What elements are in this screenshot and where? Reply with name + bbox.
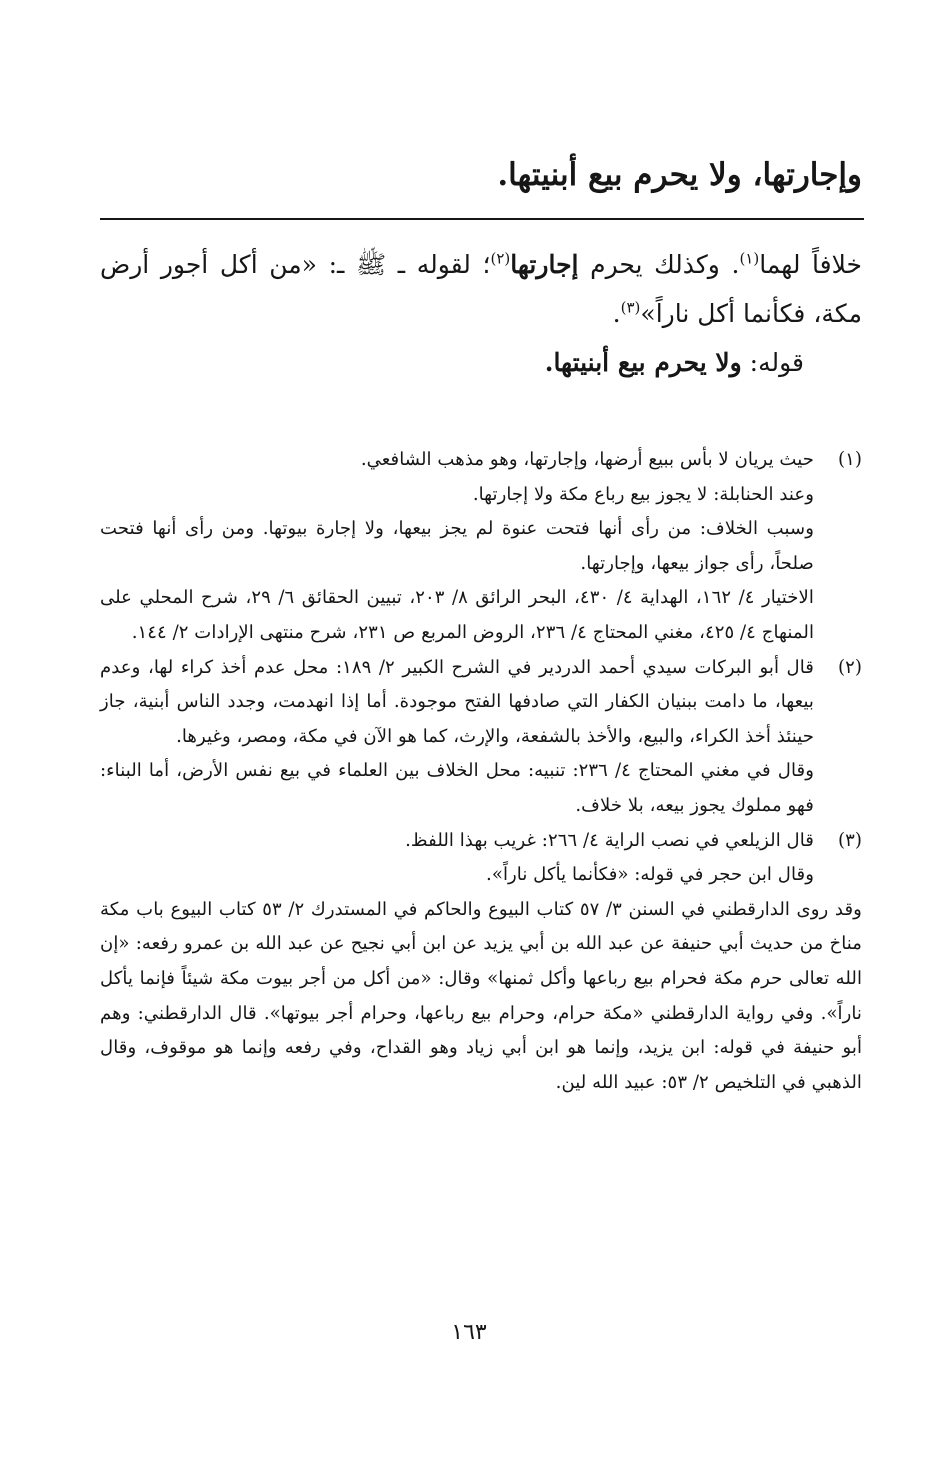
footnote-2 (100, 651, 862, 824)
main-text (100, 240, 862, 387)
footnote-line: وسبب الخلاف: من رأى أنها فتحت عنوة لم يجز بيعها، ولا إجارة بيوتها. ومن رأى أنها فتحت صلحاً، رأى جواز بيعها، وإجارتها. (100, 518, 814, 574)
footnote-line: وقد روى الدارقطني في السنن ٣/ ٥٧ كتاب البيوع والحاكم في المستدرك ٢/ ٥٣ كتاب البيوع باب مكة مناخ من حديث أبي حنيفة عن عبد الله بن أبي يزيد عن ابن أبي نجيح عن عبد الله بن عمرو رفعه: «إن الله تعالى حرم مكة فحرام بيع رباعها وأكل ثمنها» وقال: «من أكل من أجر بيوت مكة شيئاً فإنما يأكل ناراً». وفي رواية الدارقطني «مكة حرام، وحرام بيع رباعها، وحرام أجر بيوتها». قال الدارقطني: وهم أبو حنيفة في قوله: ابن يزيد، وإنما هو ابن أبي زياد وهو القداح، وفي رفعه وإنما هو موقوف، وقال الذهبي في التلخيص ٢/ ٥٣: عبيد الله لين. (100, 898, 862, 1093)
footnote-ref-1[interactable]: (١) (739, 249, 760, 268)
footnote-line: الاختيار ٤/ ١٦٢، الهداية ٤/ ٤٣٠، البحر الرائق ٨/ ٢٠٣، تبيين الحقائق ٦/ ٢٩، شرح المحلي على المنهاج ٤/ ٤٢٥، مغني المحتاج ٤/ ٢٣٦، الروض المربع ص ٢٣١، شرح منتهى الإرادات ٢/ ١٤٤. (100, 587, 814, 643)
main-text-segment: . (612, 299, 621, 328)
main-text-segment: ؛ لقوله ـ ﷺ ـ: «من أكل أجور أرض مكة، فكأنما أكل ناراً» (100, 250, 862, 328)
footnote-line: وعند الحنابلة: لا يجوز بيع رباع مكة ولا إجارتها. (472, 483, 814, 505)
footnotes (100, 443, 862, 1100)
footnote-3 (100, 824, 862, 1101)
footnote-line: قال أبو البركات سيدي أحمد الدردير في الشرح الكبير ٢/ ١٨٩: محل عدم أخذ كراء لها، وعدم بيعها، ما دامت ببنيان الكفار التي صادفها الفتح موجودة. أما إذا انهدمت، وجدد الناس أبنية، جاز حينئذ أخذ الكراء، والبيع، والأخذ بالشفعة، والإرث، كما هو الآن في مكة، ومصر، وغيرها. (100, 656, 814, 747)
main-text-segment: خلافاً لهما (759, 250, 862, 279)
main-text-bold: إجارتها (510, 250, 579, 279)
footnote-number: (٣) (838, 829, 862, 851)
footnote-ref-3[interactable]: (٣) (620, 298, 641, 317)
main-paragraph (100, 240, 862, 338)
footnote-ref-2[interactable]: (٢) (490, 249, 511, 268)
qawluhu-bold: ولا يحرم بيع أبنيتها. (544, 348, 742, 377)
running-header (100, 150, 862, 200)
footnote-line: وقال ابن حجر في قوله: «فكأنما يأكل ناراً». (486, 864, 814, 886)
qawluhu-label: قوله: (741, 348, 804, 377)
footnote-number: (٢) (838, 656, 862, 678)
footnote-line: حيث يريان لا بأس ببيع أرضها، وإجارتها، وهو مذهب الشافعي. (360, 449, 814, 470)
footnote-line: قال الزيلعي في نصب الراية ٤/ ٢٦٦: غريب بهذا اللفظ. (405, 829, 814, 851)
footnote-number: (١) (838, 449, 862, 470)
header-rule (100, 218, 864, 220)
qawluhu-paragraph (100, 338, 862, 387)
running-header-title: وإجارتها، ولا يحرم بيع أبنيتها. (497, 157, 862, 193)
main-text-segment: . وكذلك يحرم (578, 250, 740, 279)
page-number: ١٦٣ (451, 1320, 487, 1345)
footnote-line: وقال في مغني المحتاج ٤/ ٢٣٦: تنبيه: محل الخلاف بين العلماء في بيع نفس الأرض، أما البناء: فهو مملوك يجوز بيعه، بلا خلاف. (100, 760, 814, 816)
footnote-1 (100, 443, 862, 651)
